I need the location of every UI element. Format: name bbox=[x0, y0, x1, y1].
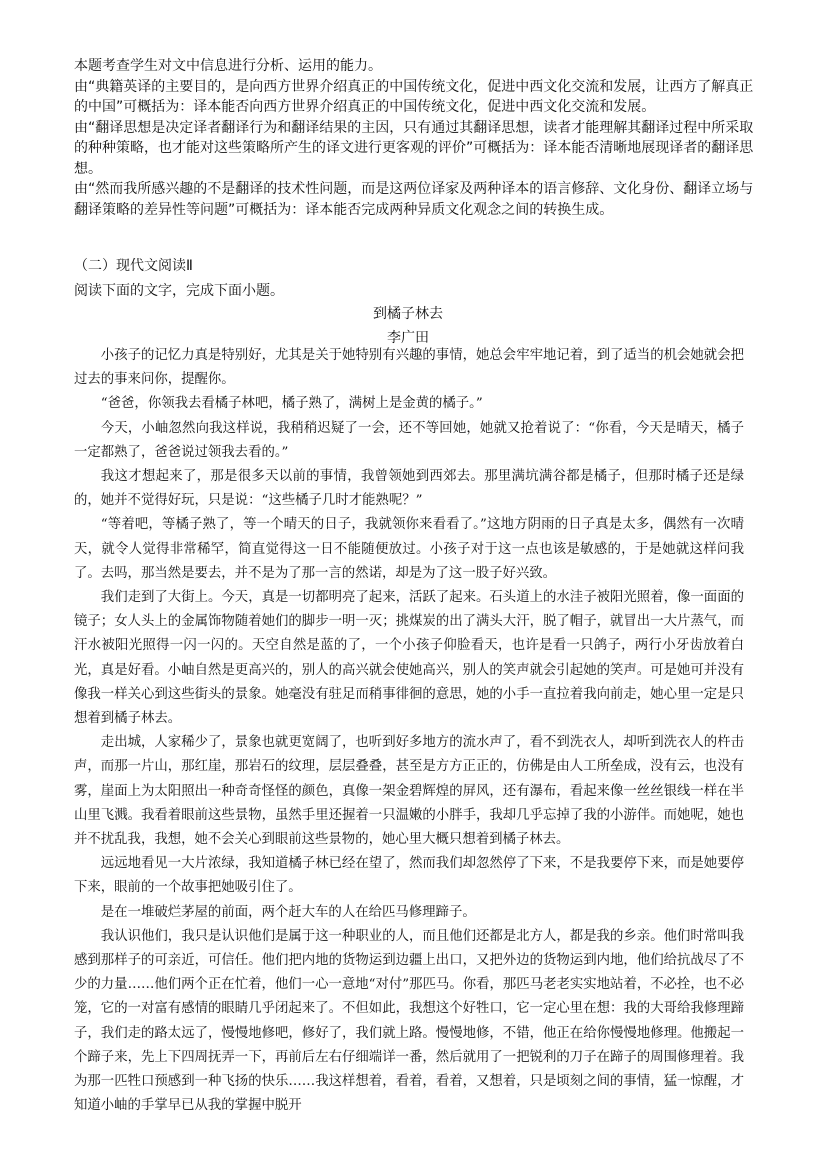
essay-paragraph: 小孩子的记忆力真是特别好，尤其是关于她特别有兴趣的事情，她总会牢牢地记着，到了适当的机会她就会把过去的事来问你，提醒你。 bbox=[74, 348, 744, 388]
essay-paragraph: 我认识他们，我只是认识他们是属于这一种职业的人，而且他们还都是北方人，都是我的乡亲。他们时常叫我感到那样子的可亲近，可信任。他们把内地的货物运到边疆上出口，又把外边的货物运到内地，他们给抗战尽了不少的力量……他们两个正在忙着，他们一心一意地“对付”那匹马。你看，那匹马老老实实地站着，不必拴，也不必笼，它的一对富有感情的眼睛几乎闭起来了。不但如此，我想这个好牲口，它一定心里在想：我的大哥给我修理蹄子，我们走的路太远了，慢慢地修吧，修好了，我们就上路。慢慢地修，不错，他正在给你慢慢地修理。他搬起一个蹄子来，先上下四周抚弄一下，再前后左右仔细端详一番，然后就用了一把锐利的刀子在蹄子的周围修理着。我为那一匹牲口预感到一种飞扬的快乐……我这样想着，看着，看着，又想着，只是顷刻之间的事情，猛一惊醒，才知道小岫的手掌早已从我的掌握中脱开 bbox=[74, 928, 744, 1114]
essay-paragraph: 走出城，人家稀少了，景象也就更宽阔了，也听到好多地方的流水声了，看不到洗衣人，却听到洗衣人的杵击声，而那一片山，那红崖，那岩石的纹理，层层叠叠，甚至是方方正正的，仿佛是由人工所垒成，没有云，也没有雾，崖面上为太阳照出一种奇奇怪怪的颜色，真像一架金碧辉煌的屏风，还有瀑布，看起来像一丝丝银线一样在半山里飞溅。我看着眼前这些景物，虽然手里还握着一只温嫩的小胖手，我却几乎忘掉了我的小游伴。而她呢，她也并不扰乱我，我想，她不会关心到眼前这些景物的，她心里大概只想着到橘子林去。 bbox=[74, 735, 744, 848]
section-title: （二）现代文阅读Ⅱ bbox=[74, 258, 193, 274]
analysis-line: 由“翻译思想是决定译者翻译行为和翻译结果的主因，只有通过其翻译思想，读者才能理解其翻译过程中所采取的种种策略，也才能对这些策略所产生的译文进行更客观的评价”可概括为：译本能否清晰地展现译者的翻译思想。 bbox=[74, 119, 754, 177]
essay-paragraph: 是在一堆破烂茅屋的前面，两个赶大车的人在给匹马修理蹄子。 bbox=[100, 904, 476, 920]
analysis-line: 本题考查学生对文中信息进行分析、运用的能力。 bbox=[74, 58, 382, 74]
essay-paragraph: “等着吧，等橘子熟了，等一个晴天的日子，我就领你来看看了。”这地方阴雨的日子真是太多，偶然有一次晴天，就令人觉得非常稀罕，简直觉得这一日不能随便放过。小孩子对于这一点也该是敏感的，于是她就这样问我了。去吗，那当然是要去，并不是为了那一言的然诺，却是为了这一股子好兴致。 bbox=[74, 517, 744, 581]
essay-paragraph: “爸爸，你领我去看橘子林吧，橘子熟了，满树上是金黄的橘子。” bbox=[100, 396, 483, 412]
essay-paragraph: 我们走到了大街上。今天，真是一切都明亮了起来，活跃了起来。石头道上的水洼子被阳光照着，像一面面的镜子；女人头上的金属饰物随着她们的脚步一明一灭；挑煤炭的出了满头大汗，脱了帽子，就冒出一大片蒸气，而汗水被阳光照得一闪一闪的。天空自然是蓝的了，一个小孩子仰脸看天，也许是看一只鸽子，两行小牙齿放着白光，真是好看。小岫自然是更高兴的，别人的高兴就会使她高兴，别人的笑声就会引起她的笑声。可是她可并没有像我一样关心到这些街头的景象。她毫没有驻足而稍事徘徊的意思，她的小手一直拉着我向前走，她心里一定是只想着到橘子林去。 bbox=[74, 590, 744, 727]
essay-body bbox=[74, 344, 744, 1119]
essay-paragraph: 我这才想起来了，那是很多天以前的事情，我曾领她到西郊去。那里满坑满谷都是橘子，但那时橘子还是绿的，她并不觉得好玩，只是说：“这些橘子几时才能熟呢？” bbox=[74, 469, 744, 509]
essay-paragraph: 远远地看见一大片浓绿，我知道橘子林已经在望了，然而我们却忽然停了下来，不是我要停下来，而是她要停下来，眼前的一个故事把她吸引住了。 bbox=[74, 856, 744, 896]
reading-instruction: 阅读下面的文字，完成下面小题。 bbox=[74, 283, 284, 299]
analysis-line: 由“然而我所感兴趣的不是翻译的技术性问题，而是这两位译家及两种译本的语言修辞、文化身份、翻译立场与翻译策略的差异性等问题”可概括为：译本能否完成两种异质文化观念之间的转换生成。 bbox=[74, 181, 754, 218]
essay-title: 到橘子林去 bbox=[373, 306, 443, 322]
essay-paragraph: 今天，小岫忽然向我这样说，我稍稍迟疑了一会，还不等回她，她就又抢着说了：“你看，今天是晴天，橘子一定都熟了，爸爸说过领我去看的。” bbox=[74, 420, 744, 460]
analysis-line: 由“典籍英译的主要目的，是向西方世界介绍真正的中国传统文化，促进中西文化交流和发展，让西方了解真正的中国”可概括为：译本能否向西方世界介绍真正的中国传统文化，促进中西文化交流和发展。 bbox=[74, 78, 754, 115]
essay-author: 李广田 bbox=[387, 330, 429, 346]
answer-analysis bbox=[74, 56, 754, 220]
